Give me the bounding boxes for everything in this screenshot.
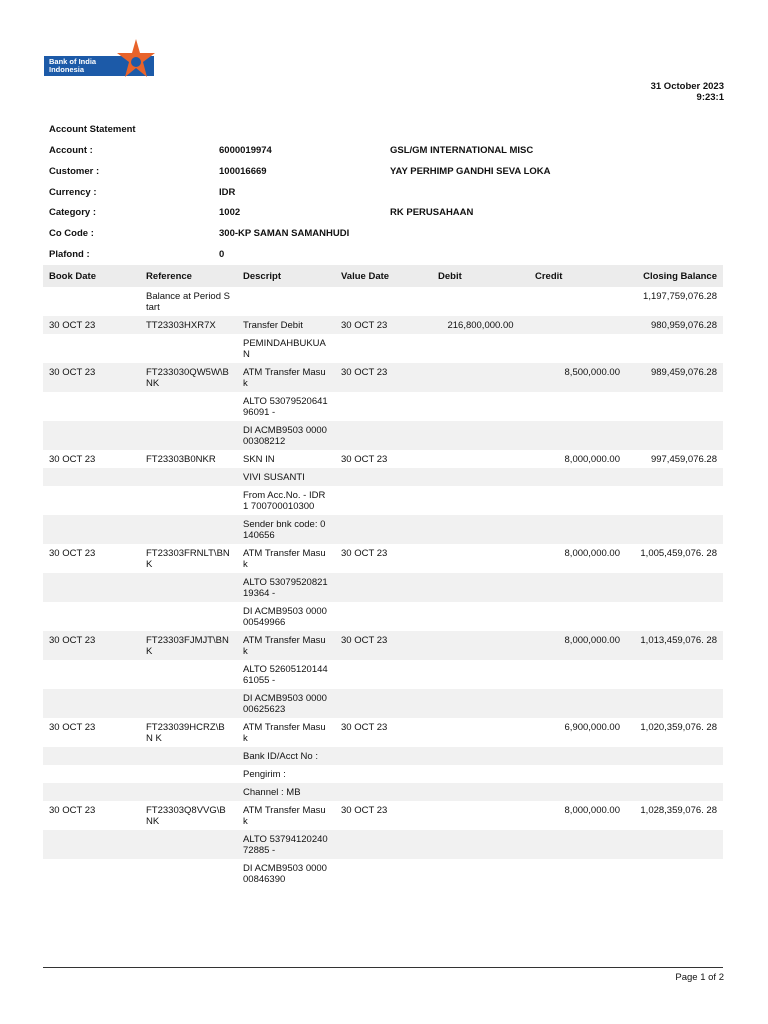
table-cell — [140, 660, 237, 689]
table-cell — [626, 747, 723, 765]
table-row — [43, 287, 723, 316]
table-cell — [335, 334, 432, 363]
table-cell: 30 OCT 23 — [43, 363, 140, 392]
table-cell: ALTO 52605120144 61055 - — [243, 664, 328, 686]
table-row — [43, 801, 723, 830]
table-cell: ALTO 53794120240 72885 - — [237, 830, 335, 859]
table-row — [43, 544, 723, 573]
table-cell: 1,020,359,076. 28 — [640, 722, 717, 733]
table-cell — [43, 830, 140, 859]
table-cell — [626, 602, 723, 631]
table-cell — [140, 859, 237, 888]
table-cell — [335, 468, 432, 486]
table-cell — [529, 747, 626, 765]
table-cell — [140, 602, 237, 631]
table-cell — [529, 830, 626, 859]
statement-date: 31 October 2023 — [650, 81, 724, 92]
table-cell — [140, 486, 237, 515]
table-cell — [335, 689, 432, 718]
page-title: Account Statement — [49, 124, 136, 135]
info-value: 6000019974 — [219, 145, 272, 156]
table-header — [43, 265, 723, 287]
table-cell — [43, 765, 140, 783]
table-cell: 1,028,359,076. 28 — [640, 805, 717, 816]
table-cell — [529, 316, 626, 334]
table-cell — [140, 392, 237, 421]
table-cell — [140, 689, 237, 718]
table-cell — [432, 392, 529, 421]
table-cell — [335, 515, 432, 544]
table-cell — [529, 468, 626, 486]
table-cell — [432, 421, 529, 450]
table-cell — [626, 830, 723, 859]
table-row — [43, 316, 723, 334]
table-cell — [529, 421, 626, 450]
table-cell: 1,005,459,076. 28 — [640, 548, 717, 559]
table-cell — [432, 334, 529, 363]
table-cell — [432, 660, 529, 689]
table-cell — [43, 689, 140, 718]
info-label: Account : — [49, 145, 93, 156]
table-cell: 8,000,000.00 — [529, 631, 626, 660]
table-cell — [626, 468, 723, 486]
table-cell: 8,000,000.00 — [564, 805, 620, 816]
table-cell — [43, 392, 140, 421]
table-row — [43, 783, 723, 801]
table-cell — [626, 334, 723, 363]
table-cell — [140, 421, 237, 450]
table-cell — [43, 573, 140, 602]
info-value: 300-KP SAMAN SAMANHUDI — [219, 228, 350, 239]
table-row — [43, 830, 723, 859]
table-row — [43, 631, 723, 660]
table-cell: Transfer Debit — [237, 316, 335, 334]
table-row — [43, 573, 723, 602]
table-cell: 8,500,000.00 — [529, 363, 626, 392]
table-cell: 30 OCT 23 — [335, 631, 432, 660]
table-cell — [432, 544, 529, 573]
table-cell: 997,459,076.28 — [650, 454, 717, 465]
table-cell — [43, 515, 140, 544]
table-cell — [529, 859, 626, 888]
table-cell: 30 OCT 23 — [341, 805, 388, 816]
table-cell — [43, 421, 140, 450]
table-cell: ATM Transfer Masuk — [237, 363, 335, 392]
table-cell — [432, 747, 529, 765]
table-cell — [432, 718, 529, 747]
table-cell: Bank ID/Acct No : — [237, 747, 335, 765]
page-number: Page 1 of 2 — [675, 972, 724, 983]
table-cell — [43, 468, 140, 486]
table-cell — [626, 689, 723, 718]
table-cell — [432, 689, 529, 718]
table-cell — [432, 801, 529, 830]
table-cell — [432, 573, 529, 602]
table-cell — [140, 830, 237, 859]
table-cell: 30 OCT 23 — [341, 722, 388, 733]
table-cell — [335, 859, 432, 888]
table-cell: 980,959,076.28 — [626, 316, 723, 334]
table-cell — [237, 287, 335, 316]
info-extra: GSL/GM INTERNATIONAL MISC — [390, 145, 534, 156]
table-row — [43, 765, 723, 783]
table-cell — [529, 573, 626, 602]
table-cell — [529, 392, 626, 421]
bank-logo — [44, 38, 156, 78]
table-cell: SKN IN — [243, 454, 275, 465]
table-cell — [626, 859, 723, 888]
table-cell: 30 OCT 23 — [341, 548, 388, 559]
table-cell — [43, 602, 140, 631]
table-row — [43, 689, 723, 718]
table-cell — [335, 783, 432, 801]
table-cell — [335, 660, 432, 689]
table-cell — [432, 363, 529, 392]
column-header: Descript — [237, 265, 335, 287]
table-row — [43, 468, 723, 486]
table-row — [43, 392, 723, 421]
table-cell: FT233030QW5W\B NK — [140, 363, 237, 392]
footer-divider — [43, 967, 723, 968]
table-cell — [43, 783, 140, 801]
table-cell: 30 OCT 23 — [335, 316, 432, 334]
table-cell: ATM Transfer Masuk — [243, 805, 326, 827]
column-header: Value Date — [335, 265, 432, 287]
table-cell — [626, 392, 723, 421]
logo-line1: Bank of India — [49, 57, 97, 66]
table-cell: 8,000,000.00 — [564, 454, 620, 465]
table-cell — [335, 392, 432, 421]
table-cell — [43, 859, 140, 888]
table-cell — [529, 486, 626, 515]
table-cell — [432, 287, 529, 316]
table-cell — [335, 765, 432, 783]
table-row — [43, 859, 723, 888]
table-cell — [432, 859, 529, 888]
table-cell: Balance at Period S tart — [146, 291, 230, 313]
table-cell: 30 OCT 23 — [341, 454, 388, 465]
table-cell: DI ACMB9503 0000 00846390 — [243, 863, 327, 885]
column-header: Debit — [432, 265, 529, 287]
table-row — [43, 602, 723, 631]
info-value: IDR — [219, 187, 236, 198]
table-cell — [43, 334, 140, 363]
table-cell: FT23303B0NKR — [146, 454, 216, 465]
table-cell: VIVI SUSANTI — [237, 468, 335, 486]
table-cell: FT23303Q8VVG\B NK — [146, 805, 226, 827]
table-cell — [529, 765, 626, 783]
table-cell — [626, 765, 723, 783]
info-value: 0 — [219, 249, 225, 260]
info-label: Co Code : — [49, 228, 94, 239]
info-value: 100016669 — [219, 166, 267, 177]
table-cell — [626, 660, 723, 689]
table-cell: 30 OCT 23 — [49, 454, 96, 465]
table-cell — [432, 631, 529, 660]
table-cell — [140, 765, 237, 783]
table-cell — [432, 468, 529, 486]
table-cell — [626, 515, 723, 544]
table-cell — [140, 783, 237, 801]
table-cell — [140, 515, 237, 544]
table-cell — [140, 468, 237, 486]
table-cell — [335, 747, 432, 765]
table-cell: 989,459,076.28 — [626, 363, 723, 392]
table-cell — [529, 689, 626, 718]
table-row — [43, 660, 723, 689]
table-cell — [140, 573, 237, 602]
transactions-table — [43, 265, 723, 888]
table-cell: Pengirim : — [243, 769, 286, 780]
table-cell — [43, 287, 140, 316]
logo-text — [49, 58, 96, 74]
table-row — [43, 363, 723, 392]
table-cell — [529, 334, 626, 363]
table-row — [43, 747, 723, 765]
table-cell — [432, 783, 529, 801]
table-cell: 30 OCT 23 — [49, 722, 96, 733]
info-extra: YAY PERHIMP GANDHI SEVA LOKA — [390, 166, 551, 177]
table-cell: 6,900,000.00 — [564, 722, 620, 733]
table-cell — [626, 783, 723, 801]
table-cell: DI ACMB9503 0000 00625623 — [237, 689, 335, 718]
table-cell: Sender bnk code: 0 140656 — [237, 515, 335, 544]
info-value: 1002 — [219, 207, 241, 218]
info-extra: RK PERUSAHAAN — [390, 207, 474, 218]
table-cell: From Acc.No. - IDR1 700700010300 — [243, 490, 326, 512]
table-cell: 1,013,459,076. 28 — [626, 631, 723, 660]
table-cell — [432, 486, 529, 515]
table-row — [43, 334, 723, 363]
table-body — [43, 287, 723, 888]
table-cell: 30 OCT 23 — [49, 805, 96, 816]
table-cell: FT23303FRNLT\BN K — [146, 548, 230, 570]
column-header: Closing Balance — [626, 265, 723, 287]
table-cell — [43, 486, 140, 515]
table-cell — [432, 765, 529, 783]
info-label: Customer : — [49, 166, 100, 177]
table-cell — [626, 421, 723, 450]
table-cell — [335, 830, 432, 859]
table-cell: ALTO 53079520821 19364 - — [237, 573, 335, 602]
table-cell — [335, 573, 432, 602]
table-cell: ALTO 53079520641 96091 - — [243, 396, 328, 418]
table-cell — [140, 747, 237, 765]
column-header: Credit — [529, 265, 626, 287]
table-cell: Channel : MB — [237, 783, 335, 801]
table-row — [43, 486, 723, 515]
table-cell — [529, 287, 626, 316]
table-cell — [529, 515, 626, 544]
column-header: Book Date — [43, 265, 140, 287]
info-label: Category : — [49, 207, 96, 218]
table-row — [43, 421, 723, 450]
table-row — [43, 515, 723, 544]
table-cell — [626, 573, 723, 602]
logo-line2: Indonesia — [49, 65, 85, 74]
info-label: Currency : — [49, 187, 97, 198]
table-cell: PEMINDAHBUKUA N — [243, 338, 326, 360]
table-cell: DI ACMB9503 0000 00308212 — [237, 421, 335, 450]
table-cell: ATM Transfer Masuk — [243, 548, 326, 570]
table-cell — [140, 334, 237, 363]
table-cell — [529, 783, 626, 801]
statement-timestamp — [651, 81, 724, 103]
table-cell — [335, 486, 432, 515]
statement-time: 9:23:1 — [696, 92, 724, 103]
table-row — [43, 450, 723, 468]
table-cell — [335, 287, 432, 316]
table-cell — [335, 602, 432, 631]
table-cell: FT233039HCRZ\BN K — [146, 722, 225, 744]
table-cell: 30 OCT 23 — [43, 631, 140, 660]
table-cell — [432, 450, 529, 468]
table-row — [43, 718, 723, 747]
table-cell — [529, 660, 626, 689]
table-cell — [529, 602, 626, 631]
table-cell: 1,197,759,076.28 — [643, 291, 717, 302]
table-cell: 30 OCT 23 — [49, 548, 96, 559]
table-cell — [626, 486, 723, 515]
table-cell: DI ACMB9503 0000 00549966 — [243, 606, 327, 628]
table-cell: 8,000,000.00 — [564, 548, 620, 559]
table-cell — [43, 660, 140, 689]
table-cell — [43, 747, 140, 765]
table-cell — [432, 830, 529, 859]
table-cell: ATM Transfer Masuk — [237, 631, 335, 660]
table-cell — [432, 602, 529, 631]
table-cell — [335, 421, 432, 450]
star-icon — [116, 38, 156, 78]
table-cell: 30 OCT 23 — [335, 363, 432, 392]
table-cell: FT23303FJMJT\BNK — [140, 631, 237, 660]
table-cell: TT23303HXR7X — [140, 316, 237, 334]
column-header: Reference — [140, 265, 237, 287]
table-cell — [432, 515, 529, 544]
table-cell: 216,800,000.00 — [432, 316, 529, 334]
info-label: Plafond : — [49, 249, 90, 260]
table-cell: 30 OCT 23 — [43, 316, 140, 334]
table-cell: ATM Transfer Masuk — [243, 722, 326, 744]
